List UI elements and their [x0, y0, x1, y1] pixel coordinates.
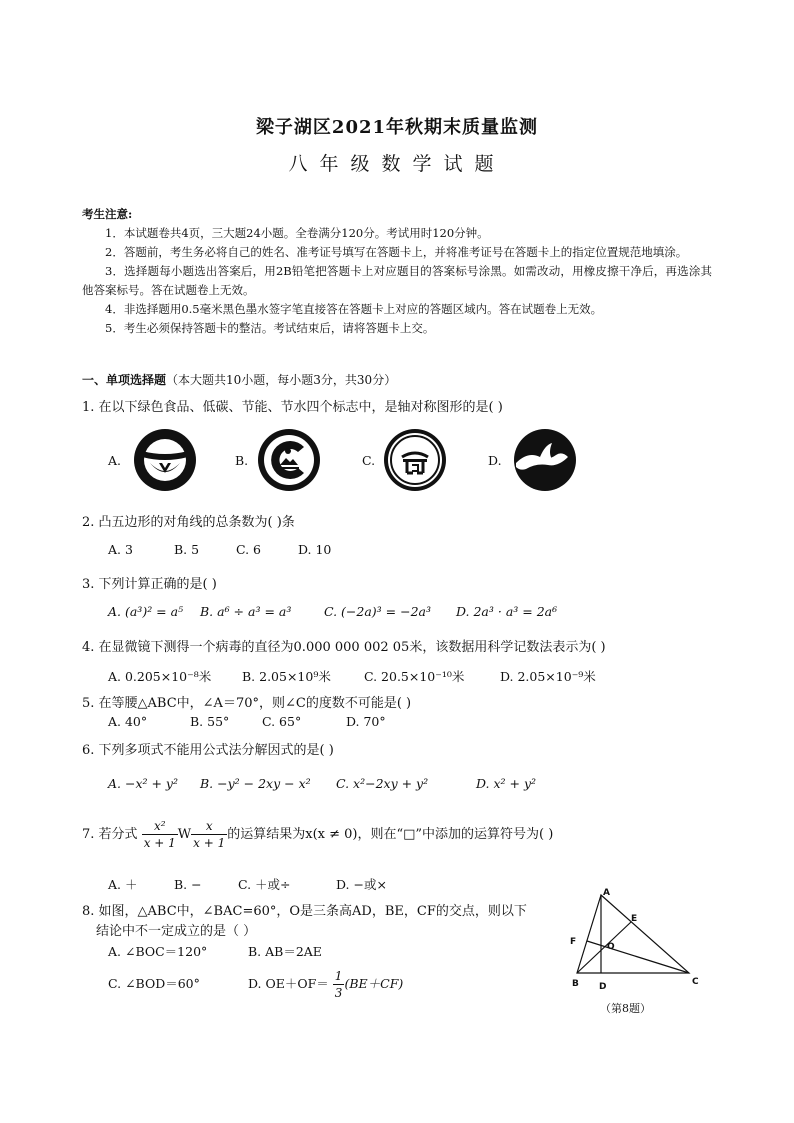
- q2-option-c: C. 6: [235, 542, 261, 557]
- q7-frac1-denominator: x + 1: [143, 836, 176, 850]
- q5-option-c: C. 65°: [261, 714, 302, 729]
- point-e-label: E: [631, 914, 638, 924]
- q8-option-b: B. AB＝2AE: [247, 944, 322, 959]
- q4-option-b: B. 2.05×10⁹米: [241, 669, 331, 684]
- q6-option-a: A. −x² + y²: [108, 776, 179, 791]
- q1-option-a-label: A.: [108, 453, 122, 468]
- q7-frac2-denominator: x + 1: [193, 836, 226, 850]
- section-note: （本大题共10小题，每小题3分，共30分）: [166, 373, 397, 387]
- q8-option-c: C. ∠BOD＝60°: [108, 976, 200, 991]
- question-5-stem: 5. 在等腰△ABC中，∠A＝70°，则∠C的度数不可能是( ): [82, 696, 412, 711]
- q5-option-b: B. 55°: [189, 714, 230, 729]
- q4-option-c: C. 20.5×10⁻¹⁰米: [363, 669, 465, 684]
- q2-option-b: B. 5: [173, 542, 200, 557]
- point-b-label: B: [572, 979, 579, 989]
- water-saving-logo-icon: [512, 427, 578, 493]
- q3-option-d: D. 2a³ · a³ = 2a⁶: [455, 604, 558, 619]
- question-4-options: [108, 667, 596, 685]
- q1-option-b-label: B.: [235, 453, 249, 468]
- exam-subtitle: 八年级数学试题: [288, 153, 506, 175]
- exam-title: 梁子湖区2021年秋期末质量监测: [255, 117, 539, 138]
- q7-option-d: D. −或×: [335, 877, 387, 892]
- point-f-label: F: [570, 937, 577, 947]
- notice-block: [82, 205, 712, 338]
- q3-option-b: B. a⁶ ÷ a³ = a³: [199, 604, 292, 619]
- point-o-label: O: [607, 942, 615, 952]
- q8-option-a: A. ∠BOC＝120°: [108, 944, 208, 959]
- q1-option-c-label: C.: [362, 453, 376, 468]
- q7-option-a: A. ＋: [108, 877, 138, 892]
- notice-item: 3．选择题每小题选出答案后，用2B铅笔把答题卡上对应题目的答案标号涂黑。如需改动，用橡皮擦干净后，再选涂其他答案标号。答在试题卷上无效。: [82, 264, 712, 297]
- question-8-options-row-1: [108, 942, 322, 960]
- point-d-label: D: [599, 982, 607, 992]
- question-7-options: [108, 875, 387, 893]
- question-3-stem: 3. 下列计算正确的是( ): [82, 577, 217, 592]
- q4-option-d: D. 2.05×10⁻⁹米: [499, 669, 596, 684]
- q7-suffix: 的运算结果为x(x ≠ 0)，则在“□”中添加的运算符号为( ): [227, 827, 554, 842]
- question-2-stem: 2. 凸五边形的对角线的总条数为( )条: [82, 515, 295, 530]
- q8-fraction: [333, 968, 345, 1001]
- question-7-stem: [82, 818, 553, 851]
- question-1-stem: 1. 在以下绿色食品、低碳、节能、节水四个标志中，是轴对称图形的是( ): [82, 400, 503, 415]
- section-label: 一、单项选择题: [82, 373, 167, 387]
- q7-prefix: 7. 若分式: [82, 827, 138, 842]
- q7-operator-box: W: [177, 827, 192, 842]
- q8-frac-numerator: 1: [334, 969, 343, 983]
- q7-fraction-1: [142, 818, 178, 851]
- notice-item: 2．答题前，考生务必将自己的姓名、准考证号填写在答题卡上，并将准考证号在答题卡上的指定位置规范地填涂。: [105, 245, 688, 259]
- point-a-label: A: [603, 888, 610, 898]
- energy-saving-logo-icon: [382, 427, 448, 493]
- notice-item: 4．非选择题用0.5毫米黑色墨水签字笔直接答在答题卡上对应的答题区域内。答在试题卷上无效。: [105, 302, 603, 316]
- question-8-stem-line-2: 结论中不一定成立的是（ ）: [96, 924, 257, 939]
- q8-frac-tail: (BE＋CF): [344, 976, 404, 991]
- low-carbon-logo-icon: [256, 427, 322, 493]
- q7-option-b: B. −: [173, 877, 202, 892]
- q6-option-b: B. −y² − 2xy − x²: [199, 776, 311, 791]
- triangle-figure: [565, 885, 715, 1000]
- q8-option-d: D. OE＋OF＝: [247, 976, 329, 991]
- q1-option-d-label: D.: [488, 453, 502, 468]
- figure-caption: （第8题）: [600, 1002, 651, 1015]
- q2-option-a: A. 3: [108, 542, 133, 557]
- point-c-label: C: [692, 977, 699, 987]
- q7-frac1-numerator: x²: [142, 818, 178, 835]
- notice-item: 1．本试题卷共4页，三大题24小题。全卷满分120分。考试用时120分钟。: [105, 226, 489, 240]
- question-2-options: [108, 542, 331, 557]
- q5-option-d: D. 70°: [345, 714, 386, 729]
- question-8-stem-line-1: 8. 如图，△ABC中，∠BAC=60°，O是三条高AD，BE，CF的交点，则以下: [82, 904, 527, 919]
- q3-option-c: C. (−2a)³ = −2a³: [323, 604, 431, 619]
- question-3-options: [108, 604, 557, 619]
- q7-fraction-2: [191, 818, 227, 851]
- q6-option-d: D. x² + y²: [475, 776, 537, 791]
- q8-frac-denominator: 3: [334, 986, 343, 1000]
- q7-option-c: C. ＋或÷: [237, 877, 291, 892]
- q5-option-a: A. 40°: [108, 714, 148, 729]
- section-heading: [82, 371, 396, 388]
- q4-option-a: A. 0.205×10⁻⁸米: [108, 669, 212, 684]
- question-4-stem: 4. 在显微镜下测得一个病毒的直径为0.000 000 002 05米，该数据用科学记数法表示为( ): [82, 640, 606, 655]
- q2-option-d: D. 10: [297, 542, 332, 557]
- question-8-options-row-2: [108, 968, 403, 1001]
- question-6-options: [108, 776, 536, 791]
- notice-heading: 考生注意:: [82, 207, 133, 221]
- green-food-logo-icon: [132, 427, 198, 493]
- question-5-options: [108, 714, 386, 729]
- q3-option-a: A. (a³)² = a⁵: [108, 604, 184, 619]
- q6-option-c: C. x²−2xy + y²: [335, 776, 429, 791]
- q7-frac2-numerator: x: [191, 818, 227, 835]
- question-6-stem: 6. 下列多项式不能用公式法分解因式的是( ): [82, 743, 334, 758]
- notice-item: 5．考生必须保持答题卡的整洁。考试结束后，请将答题卡上交。: [105, 321, 435, 335]
